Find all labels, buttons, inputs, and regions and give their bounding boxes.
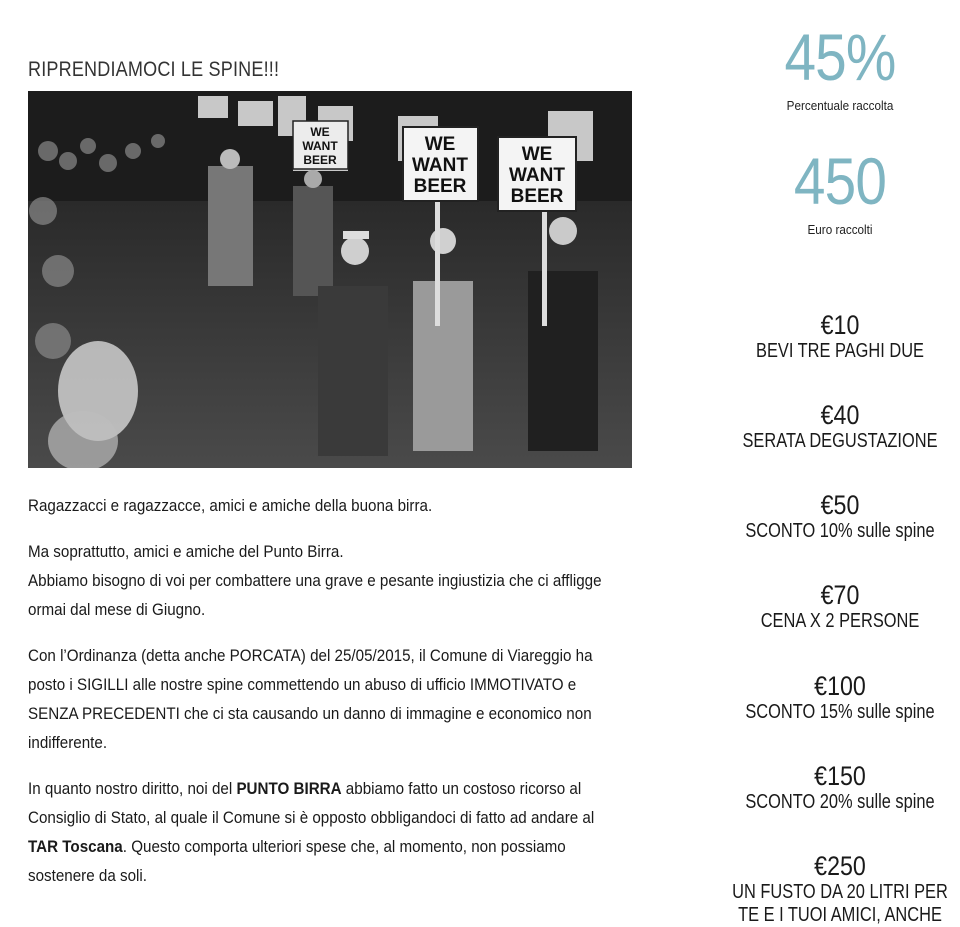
svg-text:BEER: BEER — [303, 153, 337, 167]
svg-text:WANT: WANT — [412, 155, 468, 176]
sign-1 — [403, 127, 478, 201]
sign-3 — [293, 121, 348, 169]
reward-amount: €40 — [820, 400, 860, 430]
svg-text:WE: WE — [521, 144, 553, 165]
reward-10[interactable] — [700, 310, 960, 363]
sign-2 — [498, 137, 576, 211]
reward-70[interactable] — [700, 580, 960, 633]
reward-amount: €150 — [814, 761, 866, 791]
paragraph: In quanto nostro diritto, noi del PUNTO BIRRA abbiamo fatto un costoso ricorso al Consiglio di Stato, al quale il Comune si è opposto obbligandoci di fatto ad andare al TAR Toscana. Questo comporta ulteriori spese che, al momento, non possiamo sostenere da soli. — [28, 780, 595, 885]
reward-amount: €100 — [814, 671, 866, 701]
reward-description: SCONTO 20% sulle spine — [745, 791, 935, 813]
article-body — [28, 492, 638, 908]
reward-description: SERATA DEGUSTAZIONE — [742, 430, 938, 452]
svg-text:BEER: BEER — [413, 176, 467, 197]
paragraph: Ragazzacci e ragazzacce, amici e amiche della buona birra. — [28, 497, 433, 515]
svg-text:WANT: WANT — [302, 139, 338, 153]
reward-description: SCONTO 15% sulle spine — [745, 701, 935, 723]
reward-description: SCONTO 10% sulle spine — [745, 520, 935, 542]
paragraph: Con l’Ordinanza (detta anche PORCATA) del 25/05/2015, il Comune di Viareggio ha posto i SIGILLI alle nostre spine commettendo un abuso di ufficio IMMOTIVATO e SENZA PRECEDENTI che ci sta causando un danno di immagine e economico non indifferente. — [28, 647, 593, 752]
svg-text:WE: WE — [424, 134, 456, 155]
svg-text:WE: WE — [310, 125, 330, 139]
reward-150[interactable] — [700, 761, 960, 814]
reward-amount: €70 — [820, 580, 860, 610]
reward-40[interactable] — [700, 400, 960, 453]
percent-raised-label: Percentuale raccolta — [786, 98, 894, 113]
punto-birra-bold: PUNTO BIRRA — [236, 780, 342, 798]
euro-raised: 450 — [793, 144, 887, 218]
paragraph: Ma soprattutto, amici e amiche del Punto Birra. Abbiamo bisogno di voi per combattere una grave e pesante ingiustizia che ci affligge ormai dal mese di Giugno. — [28, 543, 602, 619]
reward-amount: €50 — [820, 490, 860, 520]
reward-description: UN FUSTO DA 20 LITRI PER — [732, 881, 948, 903]
svg-text:WANT: WANT — [509, 165, 565, 186]
article-title: RIPRENDIAMOCI LE SPINE!!! — [28, 58, 280, 81]
reward-description-cont: TE E I TUOI AMICI, ANCHE — [738, 904, 942, 926]
percent-raised: 45% — [784, 20, 896, 94]
reward-amount: €10 — [820, 310, 860, 340]
reward-amount: €250 — [814, 851, 866, 881]
reward-description: CENA X 2 PERSONE — [760, 610, 920, 632]
euro-raised-label: Euro raccolti — [807, 222, 873, 237]
reward-250[interactable] — [700, 851, 960, 927]
protest-photo — [28, 91, 632, 468]
reward-50[interactable] — [700, 490, 960, 543]
reward-description: BEVI TRE PAGHI DUE — [756, 340, 924, 362]
svg-text:BEER: BEER — [510, 186, 564, 207]
reward-100[interactable] — [700, 671, 960, 724]
tar-toscana-bold: TAR Toscana — [28, 838, 123, 856]
